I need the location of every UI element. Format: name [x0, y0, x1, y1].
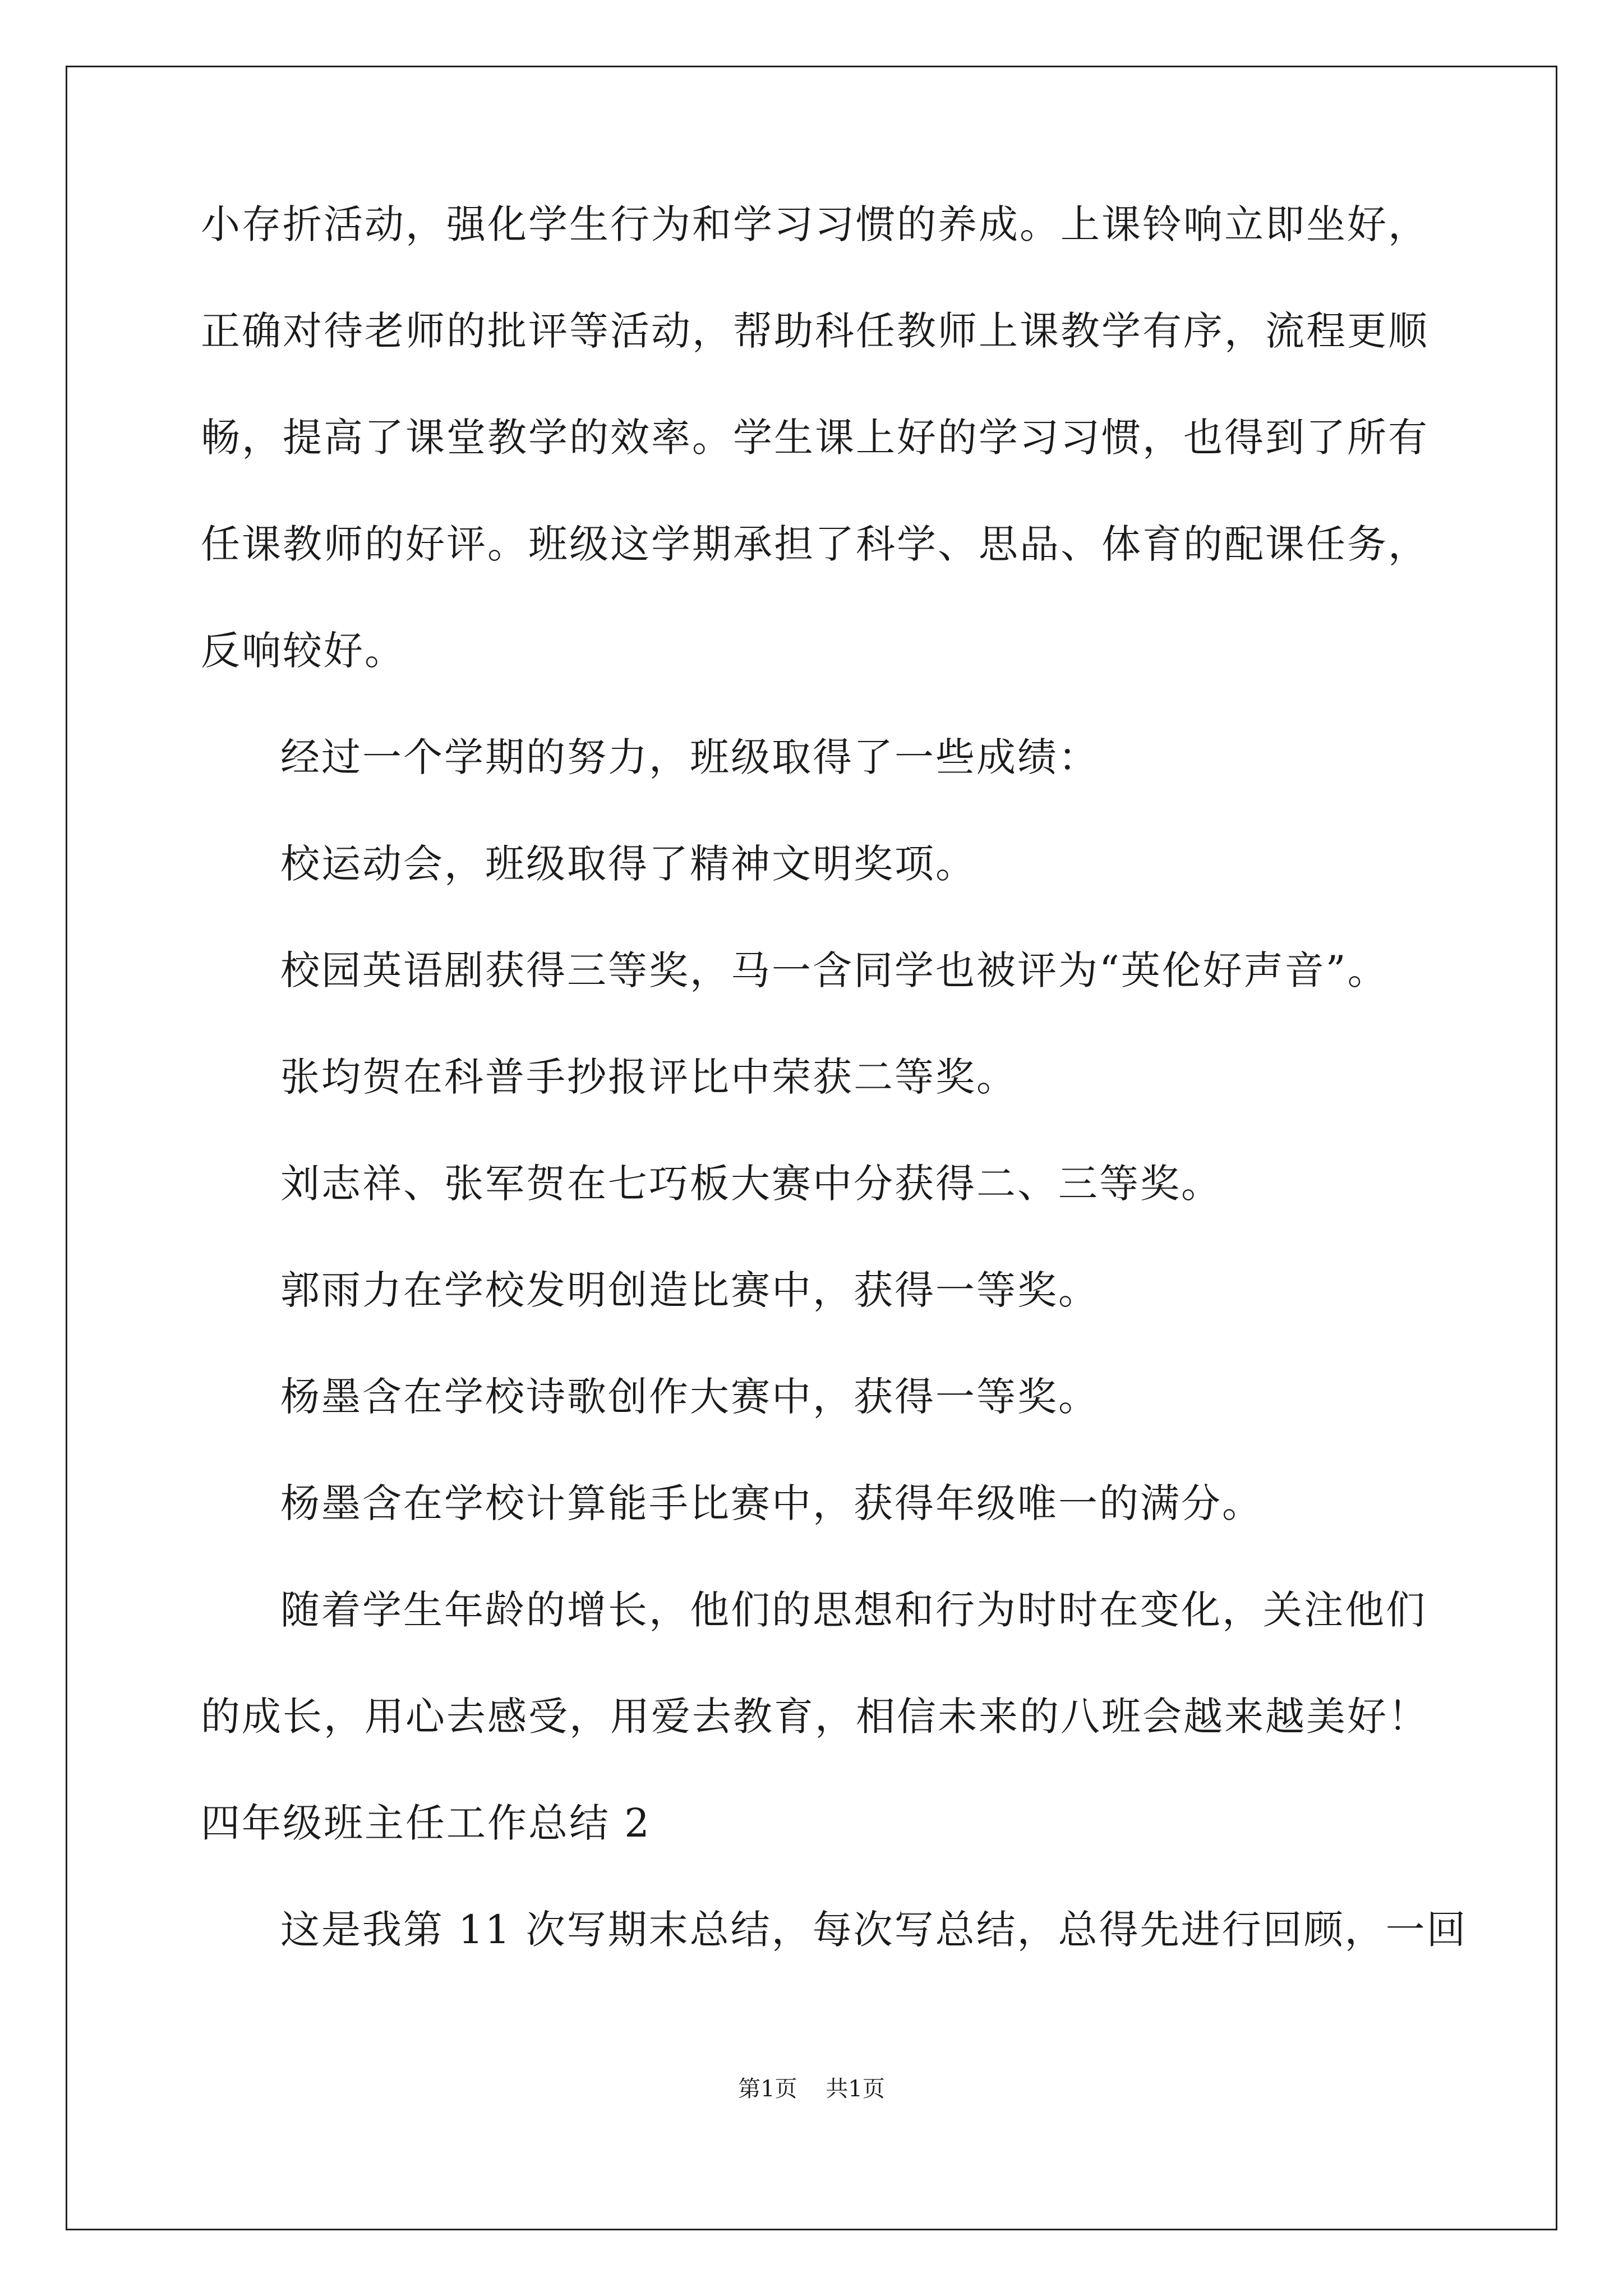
achievement-item: 校园英语剧获得三等奖，马一含同学也被评为“英伦好声音”。 [280, 947, 1389, 993]
text-line: 小存折活动，强化学生行为和学习习惯的养成。上课铃响立即坐好， [201, 201, 1429, 247]
achievement-item: 郭雨力在学校发明创造比赛中，获得一等奖。 [280, 1267, 1099, 1313]
text-line: 畅，提高了课堂教学的效率。学生课上好的学习习惯，也得到了所有 [201, 415, 1429, 461]
achievement-item: 杨墨含在学校计算能手比赛中，获得年级唯一的满分。 [280, 1480, 1263, 1526]
achievement-item: 杨墨含在学校诗歌创作大赛中，获得一等奖。 [280, 1374, 1099, 1420]
achievement-item: 刘志祥、张军贺在七巧板大赛中分获得二、三等奖。 [280, 1161, 1222, 1207]
text-line: 反响较好。 [201, 628, 405, 674]
paragraph-line: 随着学生年龄的增长，他们的思想和行为时时在变化，关注他们 [280, 1587, 1427, 1633]
achievement-item: 校运动会，班级取得了精神文明奖项。 [280, 841, 976, 887]
text-line: 的成长，用心去感受，用爱去教育，相信未来的八班会越来越美好！ [201, 1694, 1429, 1740]
text-line: 正确对待老师的批评等活动，帮助科任教师上课教学有序，流程更顺 [201, 308, 1429, 354]
paragraph-line: 经过一个学期的努力，班级取得了一些成绩： [280, 734, 1099, 780]
document-body [201, 191, 1468, 2003]
text-line: 任课教师的好评。班级这学期承担了科学、思品、体育的配课任务， [201, 521, 1429, 567]
achievement-item: 张均贺在科普手抄报评比中荣获二等奖。 [280, 1054, 1017, 1100]
paragraph-line: 这是我第 11 次写期末总结，每次写总结，总得先进行回顾，一回 [280, 1907, 1468, 1953]
section-title: 四年级班主任工作总结 2 [201, 1800, 651, 1846]
page-footer: 第1页 共1页 [738, 2076, 885, 2102]
